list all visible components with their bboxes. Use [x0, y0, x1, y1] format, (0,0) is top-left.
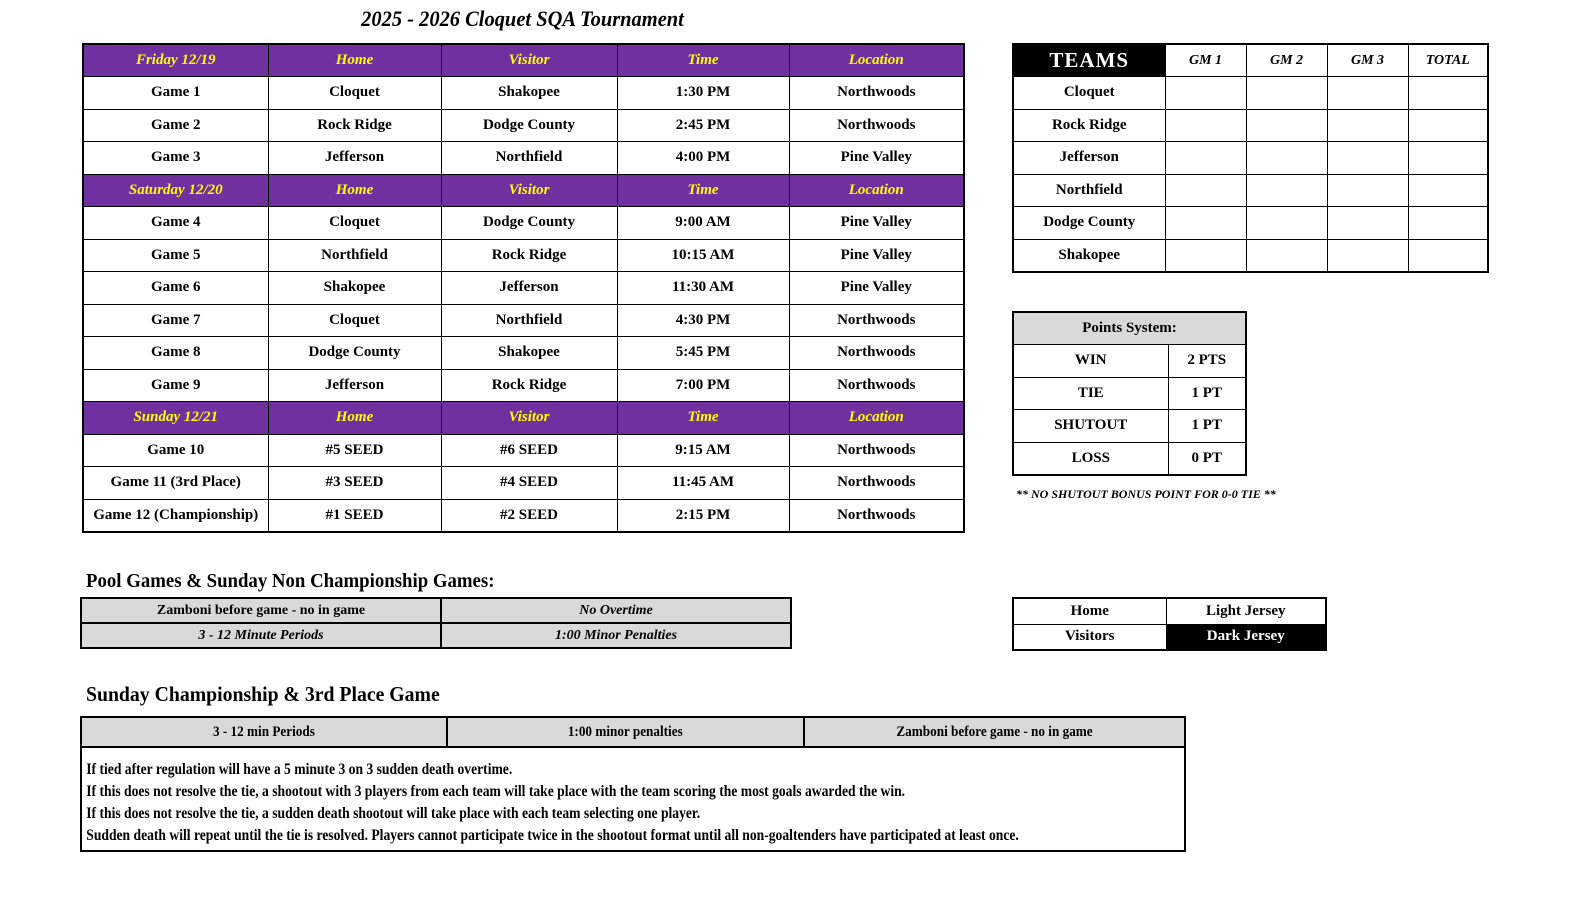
teams-header-cell: TEAMS [1013, 44, 1165, 77]
rule-line: Sudden death will repeat until the tie is resolved. Players cannot participate twice in the shootout format until all non-goaltenders have participated at least once. [86, 827, 1019, 844]
score-cell [1408, 142, 1488, 175]
visitor-team-cell: Shakopee [441, 337, 617, 370]
team-row [1013, 142, 1488, 175]
location-cell: Pine Valley [789, 207, 964, 240]
home-team-cell: Cloquet [268, 207, 441, 240]
team-name-cell: Jefferson [1013, 142, 1165, 175]
score-cell [1246, 77, 1327, 110]
points-row [1013, 345, 1246, 378]
points-row [1013, 410, 1246, 443]
visitor-team-cell: Dodge County [441, 207, 617, 240]
column-header-visitor: Visitor [441, 44, 617, 77]
points-label-cell: LOSS [1013, 442, 1168, 475]
points-row [1013, 377, 1246, 410]
points-value-cell: 2 PTS [1168, 345, 1246, 378]
time-cell: 2:45 PM [617, 109, 789, 142]
score-cell [1408, 77, 1488, 110]
light-jersey-cell: Light Jersey [1166, 598, 1326, 624]
champ-penalties-cell: 1:00 minor penalties [447, 717, 803, 747]
time-cell: 9:00 AM [617, 207, 789, 240]
champ-body-row [81, 747, 1185, 851]
home-team-cell: #5 SEED [268, 434, 441, 467]
champ-header-row [81, 717, 1185, 747]
time-cell: 10:15 AM [617, 239, 789, 272]
visitor-team-cell: #6 SEED [441, 434, 617, 467]
game-label-cell: Game 10 [83, 434, 268, 467]
home-team-cell: #3 SEED [268, 467, 441, 500]
zamboni-rule-cell: Zamboni before game - no in game [81, 598, 441, 623]
points-label-cell: WIN [1013, 345, 1168, 378]
location-cell: Northwoods [789, 434, 964, 467]
team-name-cell: Northfield [1013, 174, 1165, 207]
score-cell [1165, 77, 1246, 110]
points-value-cell: 1 PT [1168, 377, 1246, 410]
pool-rules-row [81, 598, 791, 623]
points-value-cell: 0 PT [1168, 442, 1246, 475]
visitor-team-cell: #2 SEED [441, 499, 617, 532]
total-header-cell: TOTAL [1408, 44, 1488, 77]
team-name-cell: Rock Ridge [1013, 109, 1165, 142]
visitor-team-cell: Jefferson [441, 272, 617, 305]
column-header-location: Location [789, 174, 964, 207]
jersey-row [1013, 624, 1326, 650]
championship-heading: Sunday Championship & 3rd Place Game [86, 682, 440, 706]
game-row [83, 337, 964, 370]
game-label-cell: Game 4 [83, 207, 268, 240]
home-team-cell: Jefferson [268, 369, 441, 402]
game-label-cell: Game 7 [83, 304, 268, 337]
location-cell: Pine Valley [789, 142, 964, 175]
home-label-cell: Home [1013, 598, 1166, 624]
home-team-cell: Jefferson [268, 142, 441, 175]
score-cell [1165, 174, 1246, 207]
score-cell [1327, 142, 1408, 175]
location-cell: Pine Valley [789, 239, 964, 272]
visitor-team-cell: Northfield [441, 142, 617, 175]
home-team-cell: Rock Ridge [268, 109, 441, 142]
game-row [83, 109, 964, 142]
game-row [83, 434, 964, 467]
game-label-cell: Game 11 (3rd Place) [83, 467, 268, 500]
points-label-cell: SHUTOUT [1013, 410, 1168, 443]
team-name-cell: Dodge County [1013, 207, 1165, 240]
home-team-cell: #1 SEED [268, 499, 441, 532]
gm1-header-cell: GM 1 [1165, 44, 1246, 77]
score-cell [1408, 207, 1488, 240]
schedule-table [82, 43, 965, 533]
visitor-team-cell: Shakopee [441, 77, 617, 110]
score-cell [1246, 174, 1327, 207]
time-cell: 5:45 PM [617, 337, 789, 370]
day-header-row [83, 44, 964, 77]
home-team-cell: Cloquet [268, 304, 441, 337]
home-team-cell: Dodge County [268, 337, 441, 370]
location-cell: Northwoods [789, 304, 964, 337]
game-row [83, 77, 964, 110]
location-cell: Northwoods [789, 499, 964, 532]
game-label-cell: Game 1 [83, 77, 268, 110]
pool-rules-table [80, 597, 792, 649]
rule-line: If this does not resolve the tie, a shootout with 3 players from each team will take place with the team scoring the most goals awarded the win. [86, 783, 906, 800]
score-cell [1327, 77, 1408, 110]
column-header-visitor: Visitor [441, 174, 617, 207]
score-cell [1327, 207, 1408, 240]
score-cell [1165, 207, 1246, 240]
jersey-table [1012, 597, 1327, 651]
visitor-team-cell: Dodge County [441, 109, 617, 142]
day-header-cell: Saturday 12/20 [83, 174, 268, 207]
game-label-cell: Game 12 (Championship) [83, 499, 268, 532]
score-cell [1246, 207, 1327, 240]
gm3-header-cell: GM 3 [1327, 44, 1408, 77]
champ-zamboni-cell: Zamboni before game - no in game [804, 717, 1186, 747]
team-row [1013, 109, 1488, 142]
score-cell [1408, 174, 1488, 207]
column-header-time: Time [617, 402, 789, 435]
score-cell [1165, 109, 1246, 142]
column-header-time: Time [617, 174, 789, 207]
game-row [83, 272, 964, 305]
periods-rule-cell: 3 - 12 Minute Periods [81, 623, 441, 648]
visitor-team-cell: #4 SEED [441, 467, 617, 500]
time-cell: 7:00 PM [617, 369, 789, 402]
time-cell: 4:00 PM [617, 142, 789, 175]
column-header-home: Home [268, 174, 441, 207]
points-value-cell: 1 PT [1168, 410, 1246, 443]
column-header-home: Home [268, 44, 441, 77]
column-header-location: Location [789, 402, 964, 435]
team-name-cell: Cloquet [1013, 77, 1165, 110]
column-header-location: Location [789, 44, 964, 77]
day-header-cell: Sunday 12/21 [83, 402, 268, 435]
score-cell [1246, 239, 1327, 272]
time-cell: 1:30 PM [617, 77, 789, 110]
home-team-cell: Northfield [268, 239, 441, 272]
column-header-visitor: Visitor [441, 402, 617, 435]
rule-line: If this does not resolve the tie, a sudden death shootout will take place with each team selecting one player. [86, 805, 701, 822]
game-row [83, 467, 964, 500]
visitor-team-cell: Northfield [441, 304, 617, 337]
jersey-row [1013, 598, 1326, 624]
game-label-cell: Game 2 [83, 109, 268, 142]
points-header-row [1013, 312, 1246, 345]
game-row [83, 499, 964, 532]
dark-jersey-cell: Dark Jersey [1166, 624, 1326, 650]
teams-score-table [1012, 43, 1489, 273]
score-cell [1327, 109, 1408, 142]
score-cell [1165, 142, 1246, 175]
location-cell: Northwoods [789, 369, 964, 402]
score-cell [1165, 239, 1246, 272]
rule-line: If tied after regulation will have a 5 minute 3 on 3 sudden death overtime. [86, 761, 513, 778]
time-cell: 11:30 AM [617, 272, 789, 305]
game-row [83, 142, 964, 175]
overtime-rules-text [82, 748, 1184, 847]
game-label-cell: Game 5 [83, 239, 268, 272]
location-cell: Northwoods [789, 337, 964, 370]
champ-periods-cell: 3 - 12 min Periods [81, 717, 447, 747]
teams-header-row [1013, 44, 1488, 77]
team-row [1013, 207, 1488, 240]
game-row [83, 369, 964, 402]
location-cell: Northwoods [789, 77, 964, 110]
game-row [83, 239, 964, 272]
location-cell: Northwoods [789, 109, 964, 142]
pool-games-heading: Pool Games & Sunday Non Championship Games: [86, 570, 495, 592]
score-cell [1246, 142, 1327, 175]
score-cell [1327, 239, 1408, 272]
visitor-team-cell: Rock Ridge [441, 369, 617, 402]
team-row [1013, 77, 1488, 110]
score-cell [1246, 109, 1327, 142]
game-label-cell: Game 9 [83, 369, 268, 402]
pool-rules-row [81, 623, 791, 648]
championship-rules-table [80, 716, 1186, 852]
day-header-row [83, 402, 964, 435]
column-header-time: Time [617, 44, 789, 77]
game-label-cell: Game 3 [83, 142, 268, 175]
game-row [83, 207, 964, 240]
team-row [1013, 174, 1488, 207]
game-row [83, 304, 964, 337]
visitors-label-cell: Visitors [1013, 624, 1166, 650]
gm2-header-cell: GM 2 [1246, 44, 1327, 77]
overtime-rules-cell [81, 747, 1185, 851]
time-cell: 11:45 AM [617, 467, 789, 500]
column-header-home: Home [268, 402, 441, 435]
page-title: 2025 - 2026 Cloquet SQA Tournament [361, 6, 684, 31]
score-cell [1408, 239, 1488, 272]
penalties-rule-cell: 1:00 Minor Penalties [441, 623, 791, 648]
team-row [1013, 239, 1488, 272]
team-name-cell: Shakopee [1013, 239, 1165, 272]
points-label-cell: TIE [1013, 377, 1168, 410]
day-header-row [83, 174, 964, 207]
visitor-team-cell: Rock Ridge [441, 239, 617, 272]
time-cell: 4:30 PM [617, 304, 789, 337]
home-team-cell: Shakopee [268, 272, 441, 305]
shutout-note: ** NO SHUTOUT BONUS POINT FOR 0-0 TIE ** [1016, 487, 1276, 501]
location-cell: Pine Valley [789, 272, 964, 305]
game-label-cell: Game 8 [83, 337, 268, 370]
no-overtime-cell: No Overtime [441, 598, 791, 623]
points-row [1013, 442, 1246, 475]
day-header-cell: Friday 12/19 [83, 44, 268, 77]
score-cell [1327, 174, 1408, 207]
time-cell: 9:15 AM [617, 434, 789, 467]
time-cell: 2:15 PM [617, 499, 789, 532]
home-team-cell: Cloquet [268, 77, 441, 110]
score-cell [1408, 109, 1488, 142]
game-label-cell: Game 6 [83, 272, 268, 305]
points-system-table [1012, 311, 1247, 476]
points-title-cell: Points System: [1013, 312, 1246, 345]
location-cell: Northwoods [789, 467, 964, 500]
